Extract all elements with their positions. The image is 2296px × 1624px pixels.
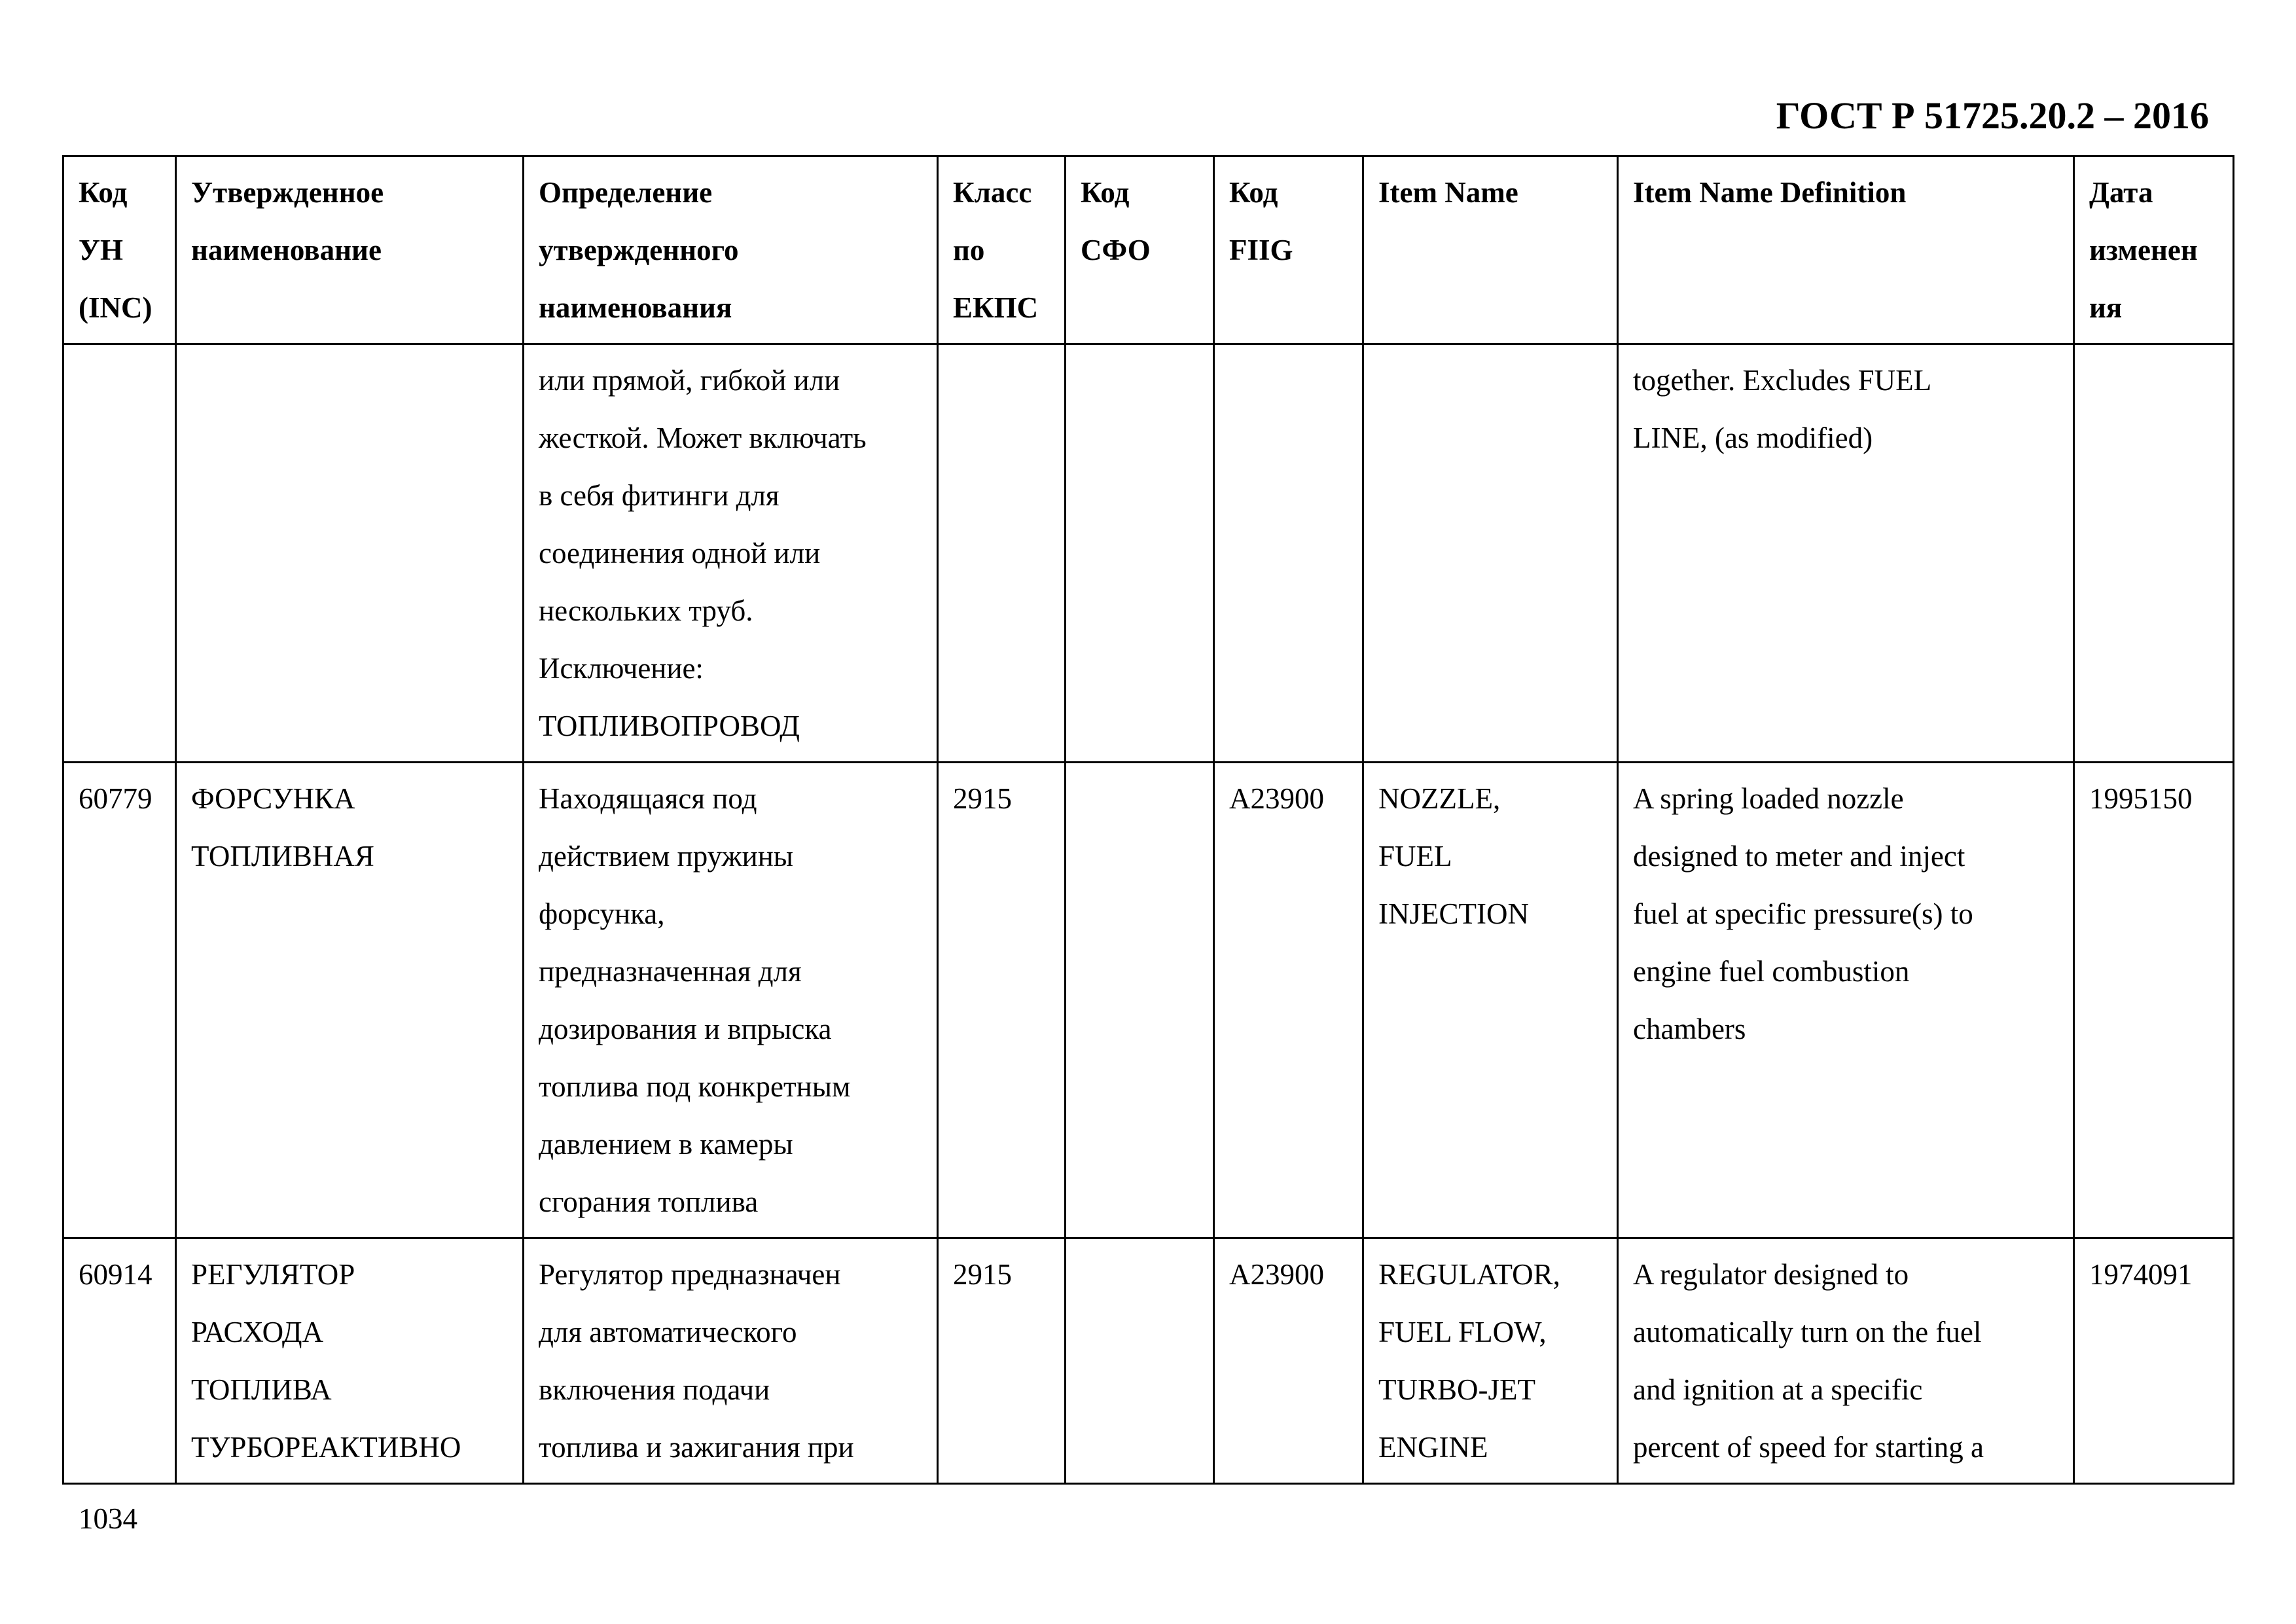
column-header-approved-name: Утвержденное наименование xyxy=(176,156,524,344)
cell-sfo-code xyxy=(1066,344,1214,763)
column-header-change-date: Дата изменен ия xyxy=(2074,156,2234,344)
cell-approved-name xyxy=(176,344,524,763)
cell-item-name: REGULATOR, FUEL FLOW, TURBO-JET ENGINE xyxy=(1363,1238,1618,1484)
column-header-fiig-code: Код FIIG xyxy=(1214,156,1363,344)
cell-ekps-class xyxy=(938,344,1066,763)
cell-definition: Находящаяся под действием пружины форсунка, предназначенная для дозирования и впрыска топлива под конкретным давлением в камеры сгорания топлива xyxy=(524,763,938,1238)
table-header-row xyxy=(63,156,2234,344)
cell-change-date: 1995150 xyxy=(2074,763,2234,1238)
cell-item-name-definition: A spring loaded nozzle designed to meter and inject fuel at specific pressure(s) to engine fuel combustion chambers xyxy=(1618,763,2074,1238)
nomenclature-table xyxy=(62,155,2234,1485)
cell-item-name: NOZZLE, FUEL INJECTION xyxy=(1363,763,1618,1238)
cell-ekps-class: 2915 xyxy=(938,763,1066,1238)
cell-sfo-code xyxy=(1066,1238,1214,1484)
cell-sfo-code xyxy=(1066,763,1214,1238)
cell-item-name-definition: together. Excludes FUEL LINE, (as modified) xyxy=(1618,344,2074,763)
table-row xyxy=(63,763,2234,1238)
cell-approved-name: РЕГУЛЯТОР РАСХОДА ТОПЛИВА ТУРБОРЕАКТИВНО xyxy=(176,1238,524,1484)
column-header-item-name-definition: Item Name Definition xyxy=(1618,156,2074,344)
cell-inc: 60914 xyxy=(63,1238,176,1484)
cell-inc xyxy=(63,344,176,763)
cell-item-name-definition: A regulator designed to automatically turn on the fuel and ignition at a specific percent of speed for starting a xyxy=(1618,1238,2074,1484)
column-header-sfo-code: Код СФО xyxy=(1066,156,1214,344)
page-number: 1034 xyxy=(79,1502,137,1535)
document-standard-title: ГОСТ Р 51725.20.2 – 2016 xyxy=(1776,94,2209,137)
cell-fiig-code: A23900 xyxy=(1214,763,1363,1238)
cell-fiig-code xyxy=(1214,344,1363,763)
cell-change-date: 1974091 xyxy=(2074,1238,2234,1484)
table-row xyxy=(63,344,2234,763)
cell-approved-name: ФОРСУНКА ТОПЛИВНАЯ xyxy=(176,763,524,1238)
column-header-item-name: Item Name xyxy=(1363,156,1618,344)
column-header-definition: Определение утвержденного наименования xyxy=(524,156,938,344)
cell-definition: Регулятор предназначен для автоматического включения подачи топлива и зажигания при xyxy=(524,1238,938,1484)
cell-change-date xyxy=(2074,344,2234,763)
column-header-inc: Код УН (INC) xyxy=(63,156,176,344)
cell-definition: или прямой, гибкой или жесткой. Может включать в себя фитинги для соединения одной или нескольких труб. Исключение: ТОПЛИВОПРОВОД xyxy=(524,344,938,763)
cell-ekps-class: 2915 xyxy=(938,1238,1066,1484)
table-row xyxy=(63,1238,2234,1484)
cell-inc: 60779 xyxy=(63,763,176,1238)
cell-item-name xyxy=(1363,344,1618,763)
column-header-ekps-class: Класс по ЕКПС xyxy=(938,156,1066,344)
cell-fiig-code: A23900 xyxy=(1214,1238,1363,1484)
